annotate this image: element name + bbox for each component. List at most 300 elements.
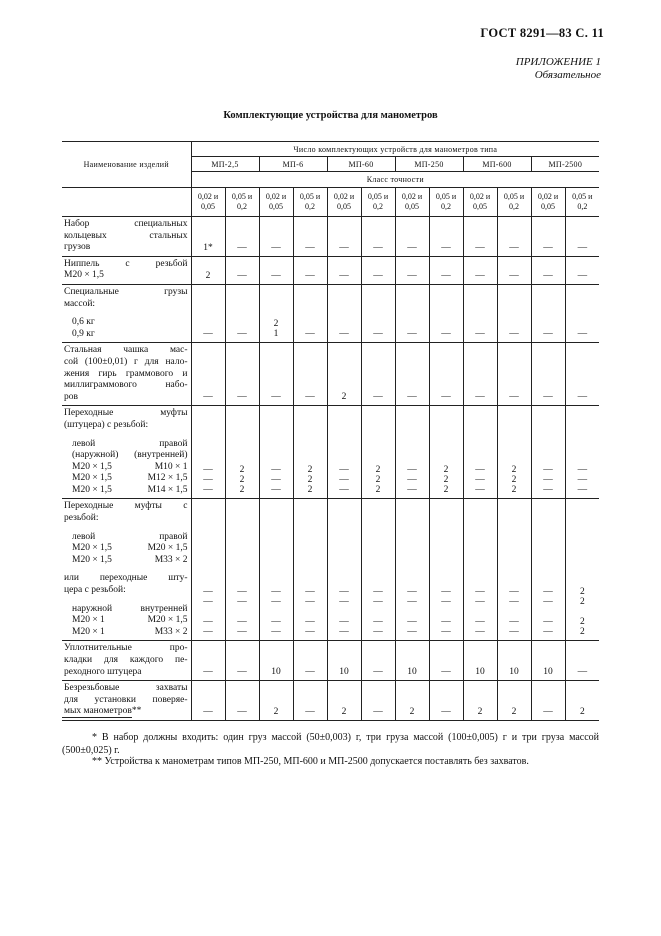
quantity-cell	[463, 256, 497, 284]
quantity-value: —	[271, 465, 281, 476]
thread-spec: М20 × 1,5	[72, 461, 112, 472]
quantity-cell	[327, 343, 361, 406]
thread-pair	[64, 450, 188, 462]
quantity-value: 1	[273, 329, 279, 340]
quantity-cell	[191, 406, 225, 499]
accuracy-class-text: 0,02 и	[333, 192, 355, 201]
quantity-value: 2	[341, 706, 347, 717]
thread-pair	[64, 439, 188, 451]
thread-spec: М20 × 1,5	[72, 554, 112, 565]
quantity-cell	[463, 406, 497, 499]
quantity-value: —	[271, 485, 281, 496]
quantity-value: —	[305, 706, 315, 717]
thread-spec: правой	[159, 531, 188, 542]
quantity-value: —	[203, 627, 213, 638]
quantity-cell	[395, 641, 429, 681]
quantity-value: —	[271, 597, 281, 608]
quantity-cell	[395, 256, 429, 284]
quantity-value: —	[543, 617, 553, 628]
accuracy-class-cell	[497, 188, 531, 217]
quantity-value	[362, 607, 395, 617]
accuracy-class-text: 0,2	[305, 202, 315, 211]
quantity-value: —	[407, 465, 417, 476]
quantity-cell	[531, 681, 565, 721]
quantity-cell	[565, 256, 599, 284]
item-name	[62, 343, 191, 406]
quantity-cell	[293, 681, 327, 721]
quantity-value: —	[407, 627, 417, 638]
quantity-cell	[429, 681, 463, 721]
accuracy-class-text: 0,02 и	[265, 192, 287, 201]
accuracy-class-cell	[395, 188, 429, 217]
quantity-value: 2	[579, 706, 585, 717]
quantity-value: —	[373, 617, 383, 628]
quantity-value: —	[475, 587, 485, 598]
appendix-title: ПРИЛОЖЕНИЕ 1	[515, 56, 601, 68]
quantity-value: —	[543, 485, 553, 496]
accuracy-class-text: 0,05	[269, 202, 283, 211]
quantity-value: —	[237, 627, 247, 638]
thread-spec: М33 × 2	[154, 554, 188, 565]
quantity-value	[464, 607, 497, 617]
quantity-value: 1*	[203, 242, 213, 253]
accuracy-class-text: 0,05	[473, 202, 487, 211]
quantity-value: 2	[511, 706, 517, 717]
quantity-value	[498, 607, 531, 617]
quantity-value: —	[373, 329, 383, 340]
item-name-line: ров	[64, 391, 78, 402]
quantity-cell	[225, 681, 259, 721]
item-name-line: реходного штуцера	[64, 666, 142, 677]
quantity-value: —	[237, 587, 247, 598]
quantity-cell	[429, 499, 463, 641]
quantity-cell	[565, 217, 599, 257]
quantity-value: 2	[477, 706, 483, 717]
quantity-value	[260, 607, 293, 617]
quantity-value: —	[271, 617, 281, 628]
quantity-value: —	[577, 667, 588, 678]
accuracy-class-cell	[225, 188, 259, 217]
quantity-value: 2	[239, 485, 245, 496]
quantity-cell	[191, 343, 225, 406]
quantity-cell	[327, 256, 361, 284]
quantity-value: —	[237, 392, 247, 403]
quantity-value: —	[339, 242, 349, 253]
quantity-value: —	[305, 270, 315, 281]
quantity-value: —	[271, 270, 281, 281]
quantity-value: —	[543, 475, 553, 486]
quantity-value: —	[237, 329, 247, 340]
thread-pair	[64, 627, 188, 639]
accuracy-class-text: 0,02 и	[197, 192, 219, 201]
quantity-cell	[497, 499, 531, 641]
quantity-value: —	[271, 392, 281, 403]
quantity-value: 2	[443, 465, 449, 476]
quantity-value: —	[271, 627, 281, 638]
quantity-value: —	[237, 667, 247, 678]
quantity-value: —	[475, 270, 485, 281]
thread-pair	[64, 462, 188, 474]
quantity-cell	[429, 256, 463, 284]
item-name-line: жения гирь граммового и	[64, 368, 188, 379]
quantity-value: —	[203, 329, 213, 340]
quantity-value: —	[407, 329, 417, 340]
quantity-cell	[395, 681, 429, 721]
quantity-cell	[565, 499, 599, 641]
quantity-cell	[191, 256, 225, 284]
quantity-value: —	[305, 667, 315, 678]
accuracy-class-text: 0,05	[405, 202, 419, 211]
accuracy-class-cell	[429, 188, 463, 217]
quantity-value: 2	[273, 319, 279, 330]
quantity-value: —	[543, 465, 553, 476]
type-header: МП-250	[395, 157, 463, 172]
quantity-value: —	[373, 242, 383, 253]
quantity-value: 2	[443, 485, 449, 496]
quantity-value: 2	[579, 587, 585, 598]
accuracy-class-text: 0,2	[577, 202, 588, 211]
accuracy-class-text: 0,05	[541, 202, 555, 211]
line-gap	[64, 525, 188, 532]
quantity-cell	[395, 343, 429, 406]
item-name-line: 0,6 кг	[72, 317, 95, 328]
type-header: МП-6	[259, 157, 327, 172]
thread-spec: М14 × 1,5	[147, 484, 188, 495]
quantity-cell	[429, 284, 463, 342]
thread-spec: М20 × 1,5	[72, 473, 112, 484]
quantity-value: —	[475, 627, 485, 638]
quantity-value: 2	[443, 475, 449, 486]
quantity-value: 2	[205, 270, 211, 281]
thread-spec: внутренней	[140, 603, 188, 614]
quantity-value: —	[543, 627, 553, 638]
quantity-value: —	[509, 270, 519, 281]
thread-spec: левой	[72, 438, 96, 449]
thread-spec: наружной	[72, 603, 113, 614]
quantity-cell	[395, 284, 429, 342]
quantity-value: —	[475, 485, 485, 496]
quantity-cell	[225, 284, 259, 342]
quantity-value: —	[305, 587, 315, 598]
quantity-value: —	[543, 706, 553, 717]
footnote-2: ** Устройства к манометрам типов МП-250, МП-600 и МП-2500 допускается поставлять без захватов.	[92, 756, 529, 767]
quantity-value: 2	[409, 706, 415, 717]
quantity-value: 2	[307, 465, 313, 476]
type-header: МП-2500	[531, 157, 599, 172]
quantity-cell	[361, 217, 395, 257]
type-header: МП-60	[327, 157, 395, 172]
type-header: МП-600	[463, 157, 531, 172]
accuracy-class-text: 0,2	[441, 202, 451, 211]
quantity-value: —	[441, 706, 451, 717]
quantity-value: 10	[543, 667, 553, 678]
quantity-cell	[327, 406, 361, 499]
type-header: МП-2,5	[191, 157, 259, 172]
quantity-value: —	[237, 597, 247, 608]
quantity-value: 10	[339, 667, 349, 678]
quantity-value: 2	[239, 475, 245, 486]
quantity-cell	[293, 406, 327, 499]
quantity-value: —	[271, 242, 281, 253]
quantity-value	[192, 607, 225, 617]
quantity-cell	[361, 256, 395, 284]
quantity-value: —	[339, 617, 349, 628]
quantity-cell	[293, 343, 327, 406]
class-header: Класс точности	[191, 172, 599, 188]
item-name-line: кольцевых стальных	[64, 230, 188, 241]
item-name	[62, 406, 191, 499]
quantity-value: —	[271, 475, 281, 486]
quantity-value: —	[441, 587, 451, 598]
accuracy-class-cell	[565, 188, 599, 217]
quantity-value: 2	[341, 392, 347, 403]
quantity-cell	[463, 681, 497, 721]
accuracy-class-cell	[259, 188, 293, 217]
group-header: Число комплектующих устройств для манометров типа	[191, 142, 599, 157]
quantity-value: —	[203, 597, 213, 608]
quantity-cell	[565, 681, 599, 721]
quantity-value: —	[475, 242, 485, 253]
appendix-subtitle: Обязательное	[534, 69, 601, 81]
quantity-value: —	[441, 627, 451, 638]
quantity-value: —	[543, 597, 553, 608]
quantity-value: —	[509, 597, 519, 608]
quantity-cell	[497, 256, 531, 284]
thread-spec: М20 × 1	[72, 615, 105, 626]
thread-spec: левой	[72, 531, 96, 542]
quantity-value: —	[339, 465, 349, 476]
quantity-value: —	[475, 465, 485, 476]
quantity-value: 2	[307, 475, 313, 486]
accuracy-class-cell	[463, 188, 497, 217]
quantity-value: 10	[475, 667, 485, 678]
thread-pair	[64, 555, 188, 567]
quantity-value: —	[441, 270, 451, 281]
quantity-cell	[463, 641, 497, 681]
accuracy-class-cell	[293, 188, 327, 217]
item-name	[62, 217, 191, 257]
quantity-value: —	[373, 706, 383, 717]
item-name-line: Ниппель с резьбой	[64, 258, 188, 269]
quantity-value: —	[475, 475, 485, 486]
quantity-cell	[191, 681, 225, 721]
quantity-value: —	[373, 392, 383, 403]
quantity-value: —	[203, 587, 213, 598]
quantity-value: —	[203, 465, 213, 476]
quantity-value: —	[441, 617, 451, 628]
accuracy-class-text: 0,05	[337, 202, 351, 211]
item-name-line: или переходные шту-	[64, 573, 188, 584]
quantity-value: 2	[375, 475, 381, 486]
quantity-cell	[429, 406, 463, 499]
quantity-cell	[259, 406, 293, 499]
item-name-line: кладки для каждого пе-	[64, 655, 188, 665]
thread-spec: М12 × 1,5	[147, 473, 188, 484]
quantity-cell	[531, 217, 565, 257]
quantity-value: —	[543, 242, 553, 253]
thread-spec: (наружной)	[72, 450, 119, 461]
quantity-cell	[327, 499, 361, 641]
thread-spec: М20 × 1,5	[72, 543, 112, 554]
item-name-line: Стальная чашка мас-	[64, 345, 188, 356]
quantity-value: —	[475, 617, 485, 628]
quantity-cell	[395, 406, 429, 499]
quantity-cell	[463, 343, 497, 406]
quantity-cell	[531, 256, 565, 284]
thread-pair	[64, 473, 188, 485]
thread-pair	[64, 604, 188, 616]
quantity-value: —	[203, 475, 213, 486]
quantity-cell	[293, 499, 327, 641]
quantity-value: —	[237, 706, 247, 717]
quantity-value: —	[305, 627, 315, 638]
quantity-cell	[293, 256, 327, 284]
quantity-cell	[191, 217, 225, 257]
thread-spec: М10 × 1	[154, 461, 188, 472]
table-row	[62, 343, 599, 406]
accuracy-class-text: 0,02 и	[469, 192, 491, 201]
quantity-value: —	[543, 329, 553, 340]
quantity-cell	[191, 499, 225, 641]
line-gap	[64, 597, 188, 604]
quantity-cell	[429, 641, 463, 681]
quantity-value: —	[339, 587, 349, 598]
quantity-value: —	[509, 329, 519, 340]
item-name-line: цера с резьбой:	[64, 585, 126, 596]
thread-pair	[64, 532, 188, 544]
quantity-cell	[361, 499, 395, 641]
quantity-cell	[259, 641, 293, 681]
quantity-value: —	[407, 392, 417, 403]
item-name	[62, 256, 191, 284]
accuracy-class-text: 0,2	[373, 202, 383, 211]
acc-name-spacer	[62, 188, 191, 217]
quantity-value: 2	[375, 485, 381, 496]
table-title: Комплектующие устройства для манометров	[223, 110, 438, 121]
thread-pair	[64, 543, 188, 555]
accuracy-class-text: 0,05	[201, 202, 215, 211]
thread-pair	[64, 485, 188, 497]
quantity-value: —	[577, 485, 588, 496]
quantity-cell	[497, 284, 531, 342]
thread-spec: М20 × 1,5	[147, 615, 188, 626]
accuracy-class-text: 0,05 и	[367, 192, 389, 201]
quantity-cell	[191, 284, 225, 342]
quantity-cell	[293, 284, 327, 342]
quantity-value: 2	[511, 465, 517, 476]
quantity-value: —	[441, 667, 451, 678]
quantity-cell	[225, 406, 259, 499]
quantity-value: —	[339, 627, 349, 638]
thread-spec: М20 × 1,5	[147, 543, 188, 554]
quantity-value: —	[373, 667, 383, 678]
item-name-line: Переходные муфты	[64, 408, 188, 419]
item-name-line: Безрезьбовые захваты	[64, 683, 188, 694]
quantity-value: 2	[239, 465, 245, 476]
quantity-value: —	[441, 329, 451, 340]
item-name-line: массой:	[64, 298, 96, 309]
quantity-value: —	[509, 617, 519, 628]
quantity-cell	[429, 343, 463, 406]
item-name-line: Специальные грузы	[64, 286, 188, 297]
quantity-cell	[259, 499, 293, 641]
table-row	[62, 406, 599, 499]
quantity-cell	[531, 343, 565, 406]
thread-pair	[64, 615, 188, 627]
item-name-line: мых манометров**	[64, 706, 142, 717]
quantity-cell	[225, 641, 259, 681]
quantity-cell	[429, 217, 463, 257]
quantity-value: —	[509, 587, 519, 598]
thread-spec: правой	[159, 438, 188, 449]
quantity-value: 10	[271, 667, 281, 678]
quantity-value: —	[203, 485, 213, 496]
quantity-cell	[497, 641, 531, 681]
accuracy-class-text: 0,05 и	[572, 192, 593, 201]
quantity-cell	[225, 343, 259, 406]
quantity-value: —	[373, 627, 383, 638]
item-name-line: Переходные муфты с	[64, 501, 188, 512]
quantity-cell	[531, 284, 565, 342]
quantity-value: —	[237, 270, 247, 281]
quantity-value: —	[305, 617, 315, 628]
quantity-value: 2	[375, 465, 381, 476]
item-name-line: сой (100±0,01) г для нало-	[64, 356, 188, 367]
quantity-value	[396, 607, 429, 617]
quantity-value: —	[441, 242, 451, 253]
quantity-value: 10	[407, 667, 417, 678]
quantity-cell	[361, 343, 395, 406]
quantity-cell	[191, 641, 225, 681]
quantity-value: —	[509, 627, 519, 638]
quantity-cell	[361, 681, 395, 721]
quantity-value: —	[373, 597, 383, 608]
quantity-cell	[259, 284, 293, 342]
item-name-line: для установки поверяе-	[64, 694, 188, 705]
line-gap	[64, 566, 188, 573]
quantity-value	[328, 607, 361, 617]
quantity-value: 2	[511, 475, 517, 486]
quantity-value: —	[305, 242, 315, 253]
thread-spec: М33 × 2	[154, 626, 188, 637]
table-row	[62, 284, 599, 342]
quantity-value: —	[509, 392, 519, 403]
accuracy-class-text: 0,02 и	[537, 192, 559, 201]
table-row	[62, 641, 599, 681]
table-row	[62, 256, 599, 284]
quantity-value: —	[203, 392, 213, 403]
quantity-cell	[259, 681, 293, 721]
appendix-label	[516, 56, 601, 82]
quantity-value: —	[475, 392, 485, 403]
quantity-cell	[293, 641, 327, 681]
item-name	[62, 499, 191, 641]
item-name-line: М20 × 1,5	[64, 270, 104, 281]
quantity-value: —	[441, 597, 451, 608]
quantity-value: —	[407, 597, 417, 608]
quantity-cell	[361, 406, 395, 499]
quantity-value: —	[237, 242, 247, 253]
quantity-value: —	[305, 597, 315, 608]
accuracy-class-text: 0,05 и	[299, 192, 321, 201]
quantity-value: —	[203, 617, 213, 628]
item-name	[62, 284, 191, 342]
quantity-value: —	[339, 485, 349, 496]
accuracy-class-text: 0,02 и	[401, 192, 423, 201]
quantity-cell	[463, 499, 497, 641]
accuracy-class-text: 0,05 и	[435, 192, 457, 201]
quantity-value: —	[339, 475, 349, 486]
